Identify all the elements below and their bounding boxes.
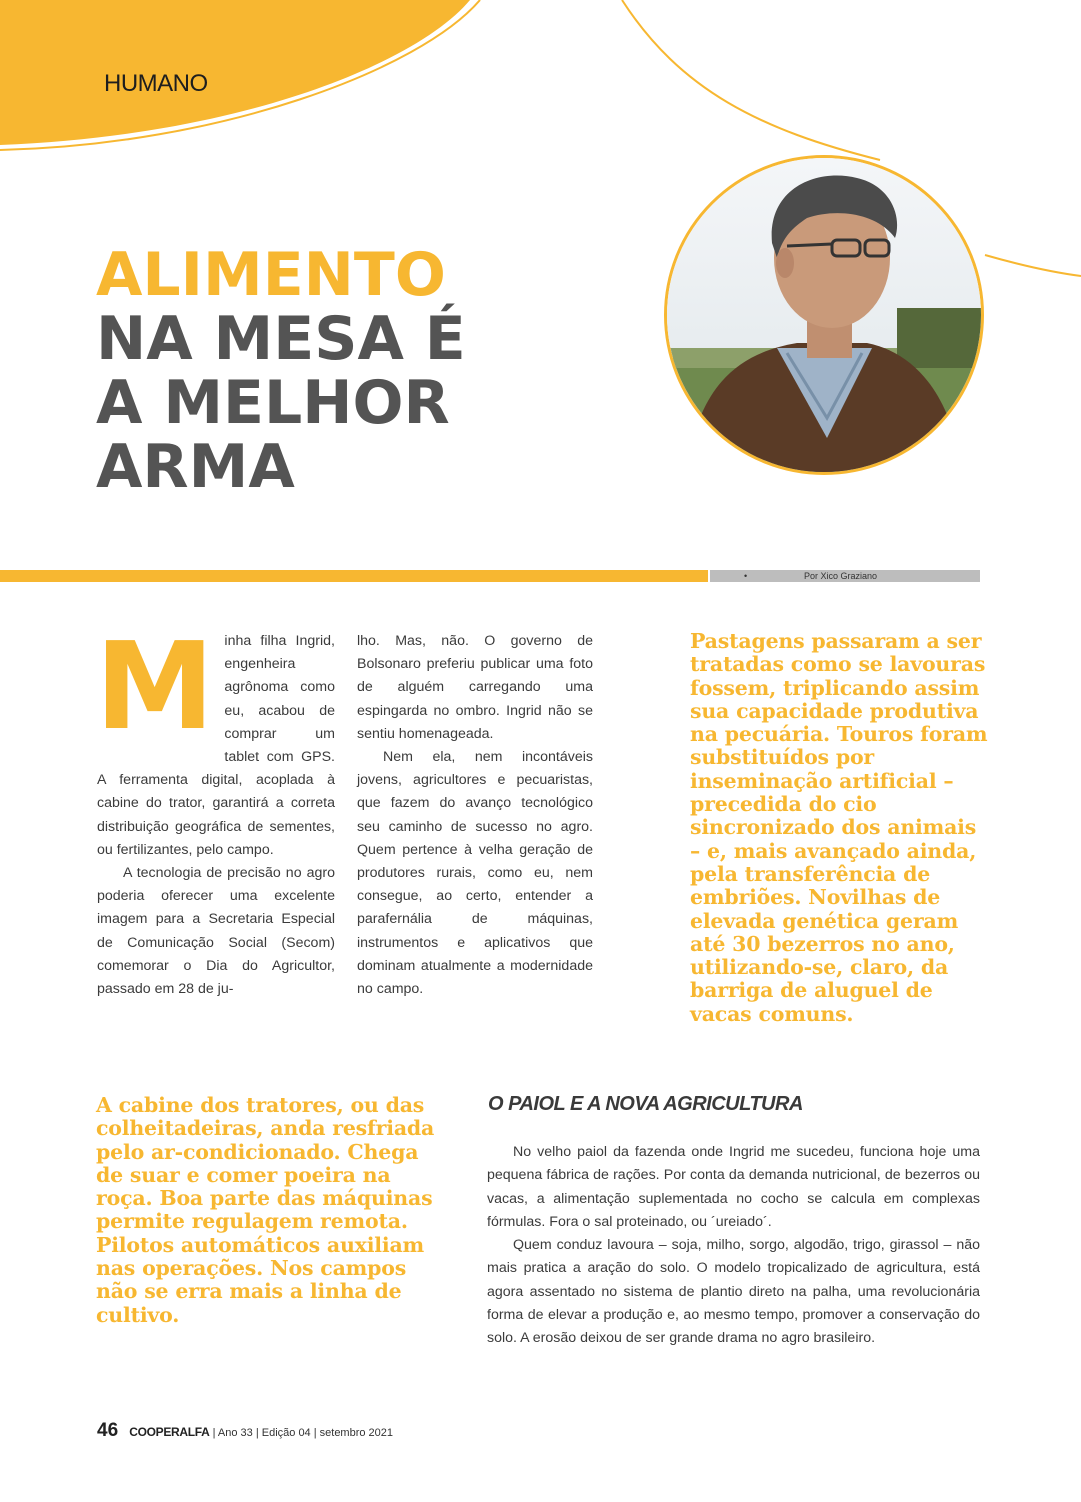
byline-bullet: • <box>744 571 748 581</box>
magazine-name: COOPERALFA <box>129 1425 210 1439</box>
paragraph: Quem conduz lavoura – soja, milho, sorgo, algodão, trigo, girassol – não mais pratica a aração do solo. O modelo tropicalizado de agricultura, está agora assentado no sistema de plantio direto na palha, uma revolucionária forma de elevar a produção e, ao mesmo tempo, promover a conservação do solo. A erosão deixou de ser grande drama no agro brasileiro. <box>487 1237 980 1347</box>
body-column-2 <box>357 630 593 1001</box>
drop-cap: M <box>95 618 215 757</box>
page-number: 46 <box>97 1420 119 1441</box>
paragraph: lho. Mas, não. O governo de Bolsonaro preferiu publicar uma foto de alguém carregando uma espingarda no ombro. Ingrid não se sentiu homenageada. <box>357 633 593 742</box>
headline <box>96 240 466 502</box>
headline-line-3: A MELHOR <box>96 368 450 438</box>
paragraph: inha filha Ingrid, engenheira agrônoma como eu, acabou de comprar um tablet com GPS. A ferramenta digital, acoplada à cabine do trator, garantirá a correta distribuição geográfica de sementes, ou fertilizantes, pelo campo. <box>97 633 335 858</box>
headline-line-1: ALIMENTO <box>96 240 446 310</box>
paragraph: Nem ela, nem incontáveis jovens, agricultores e pecuaristas, que fazem do avanço tecnológico seu caminho de sucesso no agro. Quem pertence à velha geração de produtores rurais, como eu, nem consegue, ao certo, entender a parafernália de máquinas, instrumentos e aplicativos que dominam atualmente a modernidade no campo. <box>357 749 593 998</box>
headline-line-2: NA MESA É <box>96 304 466 374</box>
pull-quote-1: Pastagens passaram a ser tratadas como se lavouras fossem, triplicando assim sua capacidade produtiva na pecuária. Touros foram substituídos por inseminação artificial – precedida do cio sincronizado dos animais – e, mais avançado ainda, pela transferência de embriões. Novilhas de elevada genética geram até 30 bezerros no ano, utilizando-se, claro, da barriga de aluguel de vacas comuns. <box>690 629 988 1026</box>
paragraph: A tecnologia de precisão no agro poderia oferecer uma excelente imagem para a Secretaria Especial de Comunicação Social (Secom) comemorar o Dia do Agricultor, passado em 28 de ju- <box>97 865 335 998</box>
portrait-illustration <box>667 158 981 472</box>
author-portrait <box>664 155 984 475</box>
section-label: HUMANO <box>104 70 208 97</box>
pull-quote-2: A cabine dos tratores, ou das colheitadeiras, anda resfriada pelo ar-condicionado. Chega de suar e comer poeira na roça. Boa parte das máquinas permite regulagem remota. Pilotos automáticos auxiliam nas operações. Nos campos não se erra mais a linha de cultivo. <box>96 1093 435 1327</box>
divider-bar <box>0 570 708 582</box>
page-footer <box>97 1420 393 1442</box>
body-column-1 <box>95 618 335 1001</box>
headline-line-4: ARMA <box>96 432 295 502</box>
subheading: O PAIOL E A NOVA AGRICULTURA <box>488 1093 803 1115</box>
byline-author: Por Xico Graziano <box>804 571 878 581</box>
paragraph: No velho paiol da fazenda onde Ingrid me sucedeu, funciona hoje uma pequena fábrica de rações. Por conta da demanda nutricional, de bezerros ou vacas, a alimentação suplementada no cocho se calcula em complexas fórmulas. Fora o sal proteinado, ou ´ureiado´. <box>487 1144 980 1230</box>
body-column-3 <box>487 1141 980 1351</box>
issue-details: | Ano 33 | Edição 04 | setembro 2021 <box>212 1427 394 1439</box>
